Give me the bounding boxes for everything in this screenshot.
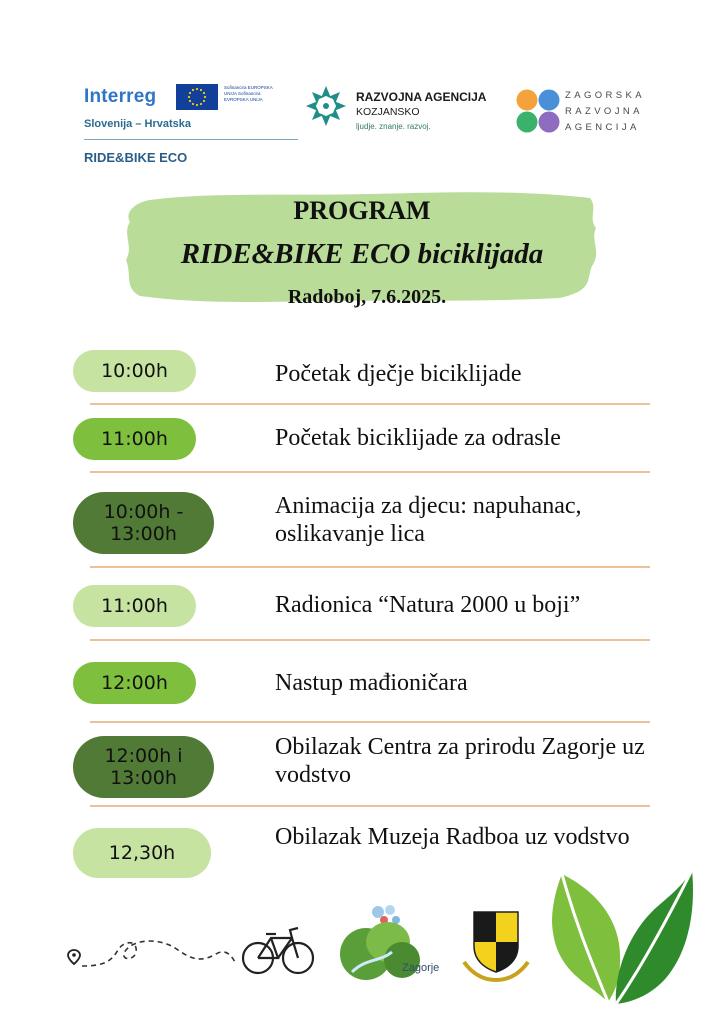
green-leaves-icon — [548, 862, 698, 1012]
row-separator — [90, 403, 650, 405]
time-badge: 12:00h i 13:00h — [73, 736, 214, 798]
zagorska-logo — [515, 86, 665, 136]
row-separator — [90, 639, 650, 641]
row-separator — [90, 471, 650, 473]
activity-text: Početak biciklijade za odrasle — [275, 425, 561, 451]
kozjansko-star-icon — [304, 84, 348, 128]
programme-countries: Slovenija – Hrvatska — [84, 118, 192, 130]
time-badge: 12:00h — [73, 662, 196, 704]
zagorska-text — [565, 88, 645, 136]
time-badge: 12,30h — [73, 828, 211, 878]
location-pin-icon — [68, 950, 80, 964]
activity-text: Početak dječje biciklijade — [275, 361, 522, 387]
kozjansko-tagline: ljudje. znanje. razvoj. — [356, 122, 431, 131]
bike-route-illustration — [66, 920, 320, 980]
eu-flag-icon — [176, 84, 218, 110]
kozjansko-logo — [300, 82, 500, 142]
zagorska-line1: ZAGORSKA — [565, 90, 645, 101]
project-name: RIDE&BIKE ECO — [84, 150, 188, 165]
kozjansko-line1: RAZVOJNA AGENCIJA — [356, 90, 487, 104]
header-divider — [84, 139, 298, 140]
activity-text: Obilazak Centra za prirodu Zagorje uz vodstvo — [275, 734, 645, 788]
time-badge: 11:00h — [73, 418, 196, 460]
event-title: RIDE&BIKE ECO biciklijada — [180, 238, 544, 270]
event-place-date: Radoboj, 7.6.2025. — [287, 286, 447, 308]
row-separator — [90, 805, 650, 807]
time-badge: 11:00h — [73, 585, 196, 627]
row-separator — [90, 721, 650, 723]
row-separator — [90, 566, 650, 568]
zagorska-line3: AGENCIJA — [565, 122, 640, 133]
zagorska-dots-icon — [515, 88, 561, 134]
zagorje-label: Zagorje — [402, 962, 440, 974]
time-badge: 10:00h — [73, 350, 196, 392]
program-heading: PROGRAM — [293, 196, 431, 225]
zagorska-line2: RAZVOJNA — [565, 106, 643, 117]
activity-text: Animacija za djecu: napuhanac, oslikavanje lica — [275, 493, 582, 547]
activity-text: Obilazak Muzeja Radboa uz vodstvo — [275, 824, 630, 850]
radoboj-coat-of-arms-icon — [456, 906, 536, 982]
time-badge: 10:00h - 13:00h — [73, 492, 214, 554]
activity-text: Nastup mađioničara — [275, 670, 468, 696]
interreg-wordmark: Interreg — [84, 86, 157, 107]
kozjansko-line2: KOZJANSKO — [356, 106, 420, 118]
activity-text: Radionica “Natura 2000 u boji” — [275, 592, 581, 618]
eu-cofinance-text: Sufinancira EUROPSKA UNIJA Sofinancira EVROPSKA UNIJA — [224, 85, 273, 102]
bicycle-icon — [243, 928, 313, 973]
